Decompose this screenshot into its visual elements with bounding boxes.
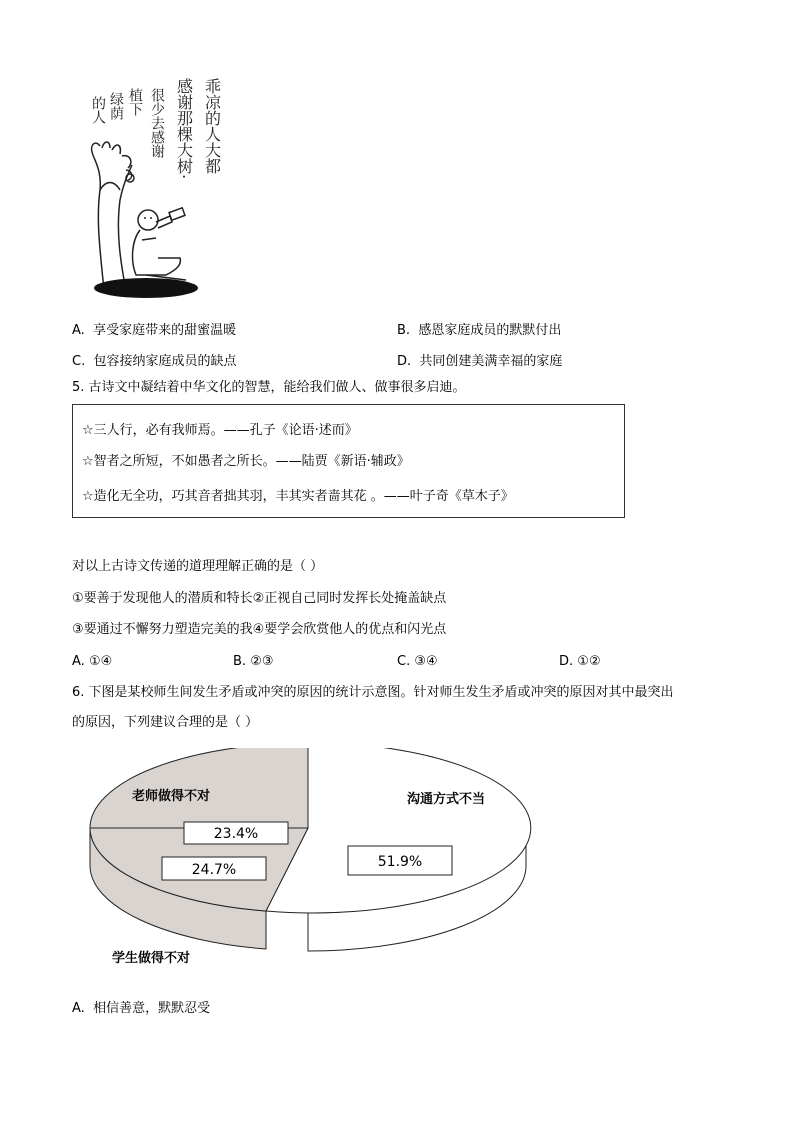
tree-drawing	[92, 142, 134, 290]
slice-teacher	[90, 748, 308, 828]
option-label: D.	[397, 354, 412, 369]
cartoon-text-col2: 感谢那棵大树·	[174, 78, 194, 180]
q5-statement-2: ③要通过不懈努力塑造完美的我④要学会欣赏他人的优点和闪光点	[72, 622, 447, 637]
option-label: B.	[233, 654, 247, 669]
q4-option-d[interactable]	[397, 350, 562, 369]
cartoon-text-col3: 很少去感谢	[149, 88, 165, 158]
q5-quote-box	[72, 404, 625, 518]
quote-line-2: ☆智者之所短，不如愚者之所长。——陆贾《新语·辅政》	[82, 454, 410, 469]
option-label: A.	[72, 1001, 85, 1016]
q5-option-d[interactable]	[559, 654, 601, 669]
category-teacher: 老师做得不对	[132, 789, 211, 804]
cartoon-illustration	[86, 70, 236, 305]
cartoon-text-col5: 绿荫	[108, 92, 124, 120]
option-text: ②③	[250, 654, 274, 669]
cartoon-drawing	[86, 70, 236, 305]
option-text: 共同创建美满幸福的家庭	[419, 354, 563, 369]
option-label: A.	[72, 654, 85, 669]
q5-statement-1: ①要善于发现他人的潜质和特长②正视自己同时发挥长处掩盖缺点	[72, 591, 447, 606]
q5-stem: 5. 古诗文中凝结着中华文化的智慧，能给我们做人、做事很多启迪。	[72, 380, 466, 395]
q6-stem-line1: 6. 下图是某校师生间发生矛盾或冲突的原因的统计示意图。针对师生发生矛盾或冲突的原因对其中最突出	[72, 685, 674, 700]
q5-question: 对以上古诗文传递的道理理解正确的是（ ）	[72, 559, 324, 574]
ground-shadow	[94, 278, 198, 298]
man-drawing	[133, 208, 186, 280]
option-text: ③④	[414, 654, 438, 669]
option-text: 感恩家庭成员的默默付出	[418, 323, 562, 338]
cartoon-text-col6: 的人	[90, 96, 106, 124]
category-communication: 沟通方式不当	[407, 792, 486, 807]
option-label: C.	[72, 354, 86, 369]
option-text: 包容接纳家庭成员的缺点	[93, 354, 237, 369]
slice-label-teacher: 23.4%	[213, 826, 259, 842]
category-student: 学生做得不对	[112, 951, 191, 966]
q4-option-c[interactable]	[72, 350, 237, 369]
option-label: B.	[397, 323, 411, 338]
q5-option-a[interactable]	[72, 654, 112, 669]
option-label: C.	[397, 654, 411, 669]
q6-option-a[interactable]	[72, 997, 210, 1016]
cartoon-text-col4: 植下	[127, 88, 143, 116]
quote-line-3: ☆造化无全功，巧其音者拙其羽，丰其实者啬其花 。——叶子奇《草木子》	[82, 489, 514, 504]
quote-line-1: ☆三人行，必有我师焉。——孔子《论语·述而》	[82, 423, 358, 438]
pie-chart-svg	[80, 748, 540, 973]
q5-option-c[interactable]	[397, 654, 438, 669]
pie-chart	[80, 748, 540, 973]
q4-option-a[interactable]	[72, 319, 236, 338]
q6-stem-line2: 的原因，下列建议合理的是（ ）	[72, 715, 259, 730]
option-text: ①②	[577, 654, 601, 669]
q5-option-b[interactable]	[233, 654, 274, 669]
option-text: 享受家庭带来的甜蜜温暖	[93, 323, 237, 338]
option-label: A.	[72, 323, 85, 338]
cartoon-text-col1: 乖凉的人大都	[202, 78, 222, 174]
option-text: ①④	[88, 654, 113, 669]
q4-option-b[interactable]	[397, 319, 561, 338]
slice-label-communication: 51.9%	[377, 854, 423, 870]
option-label: D.	[559, 654, 574, 669]
option-text: 相信善意，默默忍受	[93, 1001, 211, 1016]
slice-label-student: 24.7%	[191, 862, 237, 878]
